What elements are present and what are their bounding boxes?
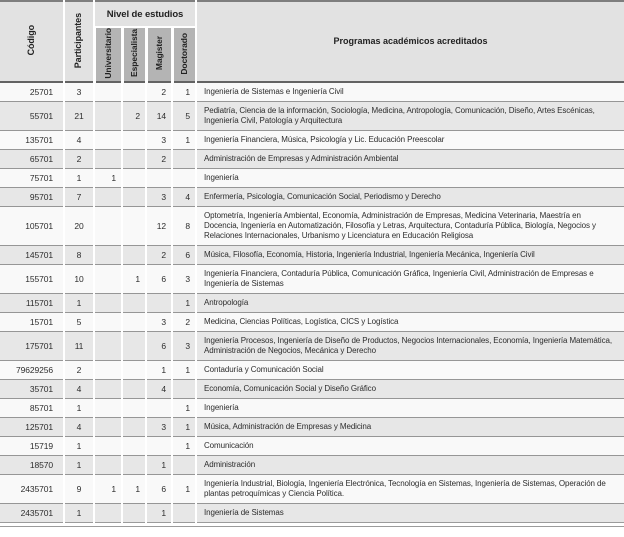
magister-cell (146, 398, 172, 417)
doctorado-cell: 1 (172, 130, 196, 149)
universitario-cell: 1 (94, 168, 122, 187)
doctorado-cell: 1 (172, 398, 196, 417)
universitario-cell (94, 455, 122, 474)
programas-cell: Ingeniería (196, 168, 624, 187)
universitario-cell (94, 417, 122, 436)
doctorado-cell: 1 (172, 82, 196, 102)
participantes-cell: 20 (64, 206, 94, 245)
magister-cell: 3 (146, 130, 172, 149)
programas-cell: Enfermería, Psicología, Comunicación Social, Periodismo y Derecho (196, 187, 624, 206)
magister-cell: 2 (146, 82, 172, 102)
universitario-cell (94, 436, 122, 455)
especialista-header (122, 27, 146, 82)
universitario-cell (94, 130, 122, 149)
magister-cell (146, 168, 172, 187)
table-row (0, 82, 624, 102)
table-row (0, 417, 624, 436)
universitario-cell (94, 379, 122, 398)
programas-cell: Ingeniería (196, 398, 624, 417)
codigo-cell: 15719 (29, 440, 53, 451)
magister-header-label: Magister (153, 36, 164, 71)
codigo-cell: 105701 (25, 220, 53, 231)
especialista-cell (122, 149, 146, 168)
programas-cell: Administración de Empresas y Administración Ambiental (196, 149, 624, 168)
magister-cell: 14 (146, 101, 172, 130)
especialista-cell (122, 206, 146, 245)
table-row (0, 101, 624, 130)
participantes-cell: 4 (64, 379, 94, 398)
doctorado-cell: 4 (172, 187, 196, 206)
universitario-cell (94, 293, 122, 312)
codigo-cell: 125701 (25, 421, 53, 432)
universitario-cell (94, 264, 122, 293)
programas-cell: Economía, Comunicación Social y Diseño Gráfico (196, 379, 624, 398)
magister-cell: 6 (146, 474, 172, 503)
programas-cell: Ingeniería Financiera, Música, Psicología y Lic. Educación Preescolar (196, 130, 624, 149)
doctorado-cell (172, 503, 196, 522)
especialista-header-label: Especialista (128, 29, 139, 78)
programas-cell: Antropología (196, 293, 624, 312)
table-body (0, 82, 624, 523)
codigo-header-label: Código (26, 25, 36, 56)
participantes-cell: 8 (64, 245, 94, 264)
codigo-cell: 115701 (25, 297, 53, 308)
especialista-cell (122, 379, 146, 398)
magister-cell: 1 (146, 360, 172, 379)
doctorado-cell: 3 (172, 331, 196, 360)
codigo-cell: 175701 (25, 340, 53, 351)
magister-cell: 3 (146, 417, 172, 436)
magister-cell: 1 (146, 455, 172, 474)
participantes-cell: 21 (64, 101, 94, 130)
programas-cell: Administración (196, 455, 624, 474)
table-header (0, 1, 624, 82)
programas-cell: Pediatría, Ciencia de la información, Sociología, Medicina, Antropología, Comunicación, Diseño, Artes Escénicas, Ingeniería Civil, Patología y Arquitectura (196, 101, 624, 130)
magister-cell (146, 293, 172, 312)
magister-cell: 3 (146, 312, 172, 331)
codigo-cell: 55701 (29, 110, 53, 121)
participantes-header-label: Participantes (73, 12, 84, 68)
participantes-cell: 1 (64, 398, 94, 417)
doctorado-cell: 1 (172, 474, 196, 503)
universitario-cell (94, 206, 122, 245)
universitario-cell (94, 398, 122, 417)
codigo-cell: 75701 (29, 172, 53, 183)
codigo-cell: 145701 (25, 249, 53, 260)
participantes-cell: 1 (64, 503, 94, 522)
participantes-cell: 11 (64, 331, 94, 360)
magister-cell: 2 (146, 245, 172, 264)
universitario-cell (94, 82, 122, 102)
table-row (0, 130, 624, 149)
participantes-cell: 7 (64, 187, 94, 206)
programas-cell: Ingeniería Industrial, Biología, Ingeniería Electrónica, Tecnología en Sistemas, Ingeniería de Sistemas, Operación de plantas petroquímicas y Ciencia Política. (196, 474, 624, 503)
codigo-cell: 65701 (29, 153, 53, 164)
participantes-cell: 1 (64, 455, 94, 474)
nivel-de-estudios-label: Nivel de estudios (106, 8, 184, 20)
doctorado-cell (172, 168, 196, 187)
magister-cell: 3 (146, 187, 172, 206)
programas-header (196, 1, 624, 82)
universitario-header (94, 27, 122, 82)
especialista-cell (122, 455, 146, 474)
participantes-cell: 1 (64, 293, 94, 312)
especialista-cell (122, 293, 146, 312)
especialista-cell (122, 130, 146, 149)
especialista-cell (122, 168, 146, 187)
doctorado-cell: 1 (172, 417, 196, 436)
table-row (0, 436, 624, 455)
especialista-cell (122, 82, 146, 102)
participantes-cell: 9 (64, 474, 94, 503)
programas-cell: Música, Filosofía, Economía, Historia, Ingeniería Industrial, Ingeniería Mecánica, Ingeniería Civil (196, 245, 624, 264)
table-row (0, 245, 624, 264)
programas-cell: Comunicación (196, 436, 624, 455)
programas-cell: Optometría, Ingeniería Ambiental, Economía, Administración de Empresas, Medicina Veterinaria, Maestría en Docencia, Ingeniería en Automatización, Filosofía y Letras, Arquitectura, Contaduría Pública, Biología, Negocios y Relaciones Internacionales, Urbanismo y Licenciatura en Educación Religiosa (196, 206, 624, 245)
universitario-cell (94, 503, 122, 522)
header-row-group (0, 1, 624, 27)
codigo-header (0, 1, 64, 82)
table-row (0, 474, 624, 503)
table-row (0, 379, 624, 398)
codigo-cell: 2435701 (20, 483, 53, 494)
programas-cell: Ingeniería de Sistemas e Ingeniería Civil (196, 82, 624, 102)
doctorado-header-label: Doctorado (179, 32, 189, 75)
participantes-cell: 1 (64, 436, 94, 455)
doctorado-cell: 1 (172, 436, 196, 455)
codigo-cell: 79629256 (15, 364, 53, 375)
codigo-cell: 95701 (29, 191, 53, 202)
programas-cell: Música, Administración de Empresas y Medicina (196, 417, 624, 436)
magister-cell (146, 436, 172, 455)
table-row (0, 187, 624, 206)
programas-cell: Contaduría y Comunicación Social (196, 360, 624, 379)
universitario-cell (94, 101, 122, 130)
magister-cell: 2 (146, 149, 172, 168)
especialista-cell (122, 331, 146, 360)
especialista-cell (122, 417, 146, 436)
table-row (0, 168, 624, 187)
universitario-cell (94, 245, 122, 264)
table-row (0, 455, 624, 474)
especialista-cell (122, 187, 146, 206)
programas-cell: Ingeniería Procesos, Ingeniería de Diseño de Productos, Negocios Internacionales, Economía, Ingeniería Matemática, Administración de Negocios, Mecánica y Derecho (196, 331, 624, 360)
doctorado-cell: 3 (172, 264, 196, 293)
table-row (0, 360, 624, 379)
doctorado-cell: 1 (172, 360, 196, 379)
programas-cell: Ingeniería de Sistemas (196, 503, 624, 522)
especialista-cell (122, 245, 146, 264)
participantes-cell: 2 (64, 149, 94, 168)
universitario-cell (94, 331, 122, 360)
codigo-cell: 35701 (29, 383, 53, 394)
especialista-cell: 1 (122, 474, 146, 503)
magister-cell: 6 (146, 264, 172, 293)
especialista-cell (122, 312, 146, 331)
doctorado-cell: 1 (172, 293, 196, 312)
codigo-cell: 25701 (29, 86, 53, 97)
codigo-cell: 85701 (29, 402, 53, 413)
doctorado-cell (172, 455, 196, 474)
participantes-cell: 3 (64, 82, 94, 102)
magister-cell: 6 (146, 331, 172, 360)
doctorado-cell (172, 379, 196, 398)
participantes-cell: 1 (64, 168, 94, 187)
table-row (0, 331, 624, 360)
nivel-de-estudios-group-header (94, 1, 196, 27)
doctorado-header (172, 27, 196, 82)
table-row (0, 293, 624, 312)
codigo-cell: 135701 (25, 134, 53, 145)
especialista-cell (122, 503, 146, 522)
doctorado-cell: 8 (172, 206, 196, 245)
universitario-cell: 1 (94, 474, 122, 503)
magister-header (146, 27, 172, 82)
especialista-cell (122, 436, 146, 455)
participantes-cell: 4 (64, 130, 94, 149)
table-row (0, 503, 624, 522)
participantes-header (64, 1, 94, 82)
universitario-cell (94, 187, 122, 206)
codigo-cell: 18570 (29, 459, 53, 470)
codigo-cell: 155701 (25, 273, 53, 284)
universitario-cell (94, 360, 122, 379)
table-row (0, 398, 624, 417)
table-row (0, 206, 624, 245)
participantes-cell: 10 (64, 264, 94, 293)
especialista-cell: 2 (122, 101, 146, 130)
especialista-cell (122, 360, 146, 379)
especialista-cell: 1 (122, 264, 146, 293)
doctorado-cell: 6 (172, 245, 196, 264)
participantes-cell: 2 (64, 360, 94, 379)
universitario-cell (94, 149, 122, 168)
codigo-cell: 2435701 (20, 507, 53, 518)
programas-cell: Ingeniería Financiera, Contaduría Pública, Comunicación Gráfica, Ingeniería Civil, Administración de Empresas e Ingeniería de Sistemas (196, 264, 624, 293)
universitario-header-label: Universitario (102, 28, 113, 79)
magister-cell: 4 (146, 379, 172, 398)
magister-cell: 1 (146, 503, 172, 522)
table-row (0, 264, 624, 293)
doctorado-cell: 2 (172, 312, 196, 331)
codigo-cell: 15701 (29, 316, 53, 327)
programas-header-label: Programas académicos acreditados (333, 36, 488, 47)
table-row (0, 149, 624, 168)
doctorado-cell (172, 149, 196, 168)
participantes-cell: 5 (64, 312, 94, 331)
especialista-cell (122, 398, 146, 417)
doctorado-cell: 5 (172, 101, 196, 130)
programas-cell: Medicina, Ciencias Políticas, Logística, CICS y Logística (196, 312, 624, 331)
participantes-cell: 4 (64, 417, 94, 436)
universitario-cell (94, 312, 122, 331)
magister-cell: 12 (146, 206, 172, 245)
table-row (0, 312, 624, 331)
